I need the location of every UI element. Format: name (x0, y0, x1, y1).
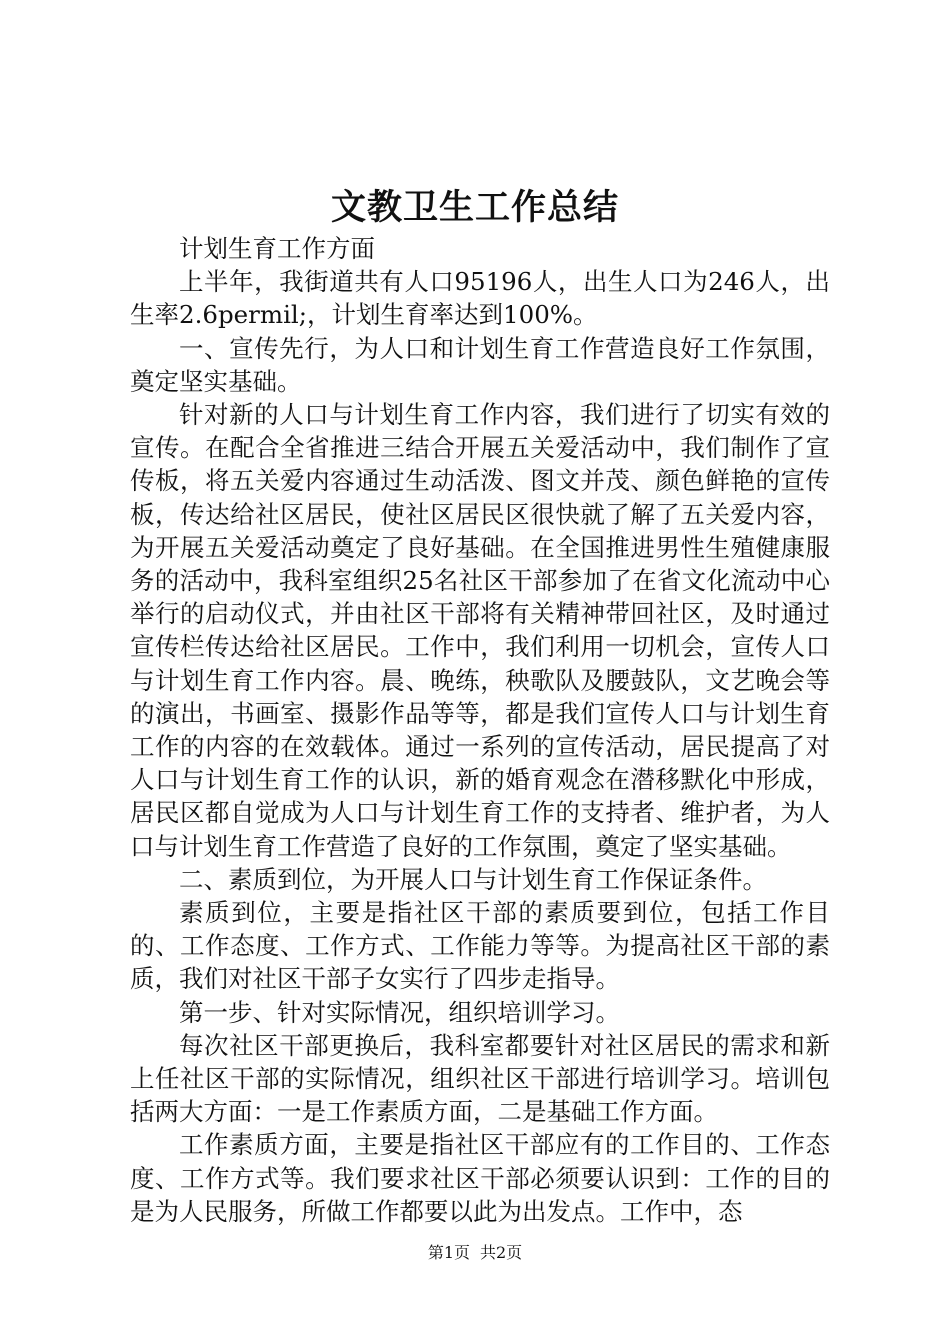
page-number: 第1页 (427, 1243, 470, 1262)
paragraph: 每次社区干部更换后，我科室都要针对社区居民的需求和新上任社区干部的实际情况，组织社区干部进行培训学习。培训包括两大方面：一是工作素质方面，二是基础工作方面。 (130, 1030, 830, 1127)
paragraph: 上半年，我街道共有人口95196人，出生人口为246人，出生率2.6permil;，计划生育率达到100%。 (130, 267, 830, 330)
paragraph: 工作素质方面，主要是指社区干部应有的工作目的、工作态度、工作方式等。我们要求社区干部必须要认识到：工作的目的是为人民服务，所做工作都要以此为出发点。工作中，态 (130, 1130, 830, 1226)
document-body (130, 232, 830, 1228)
page-footer (0, 1243, 950, 1263)
paragraph: 第一步、针对实际情况，组织培训学习。 (179, 997, 620, 1027)
page-total: 共2页 (480, 1243, 523, 1262)
section-heading: 计划生育工作方面 (179, 234, 375, 263)
document-title: 文教卫生工作总结 (330, 187, 619, 228)
paragraph: 素质到位，主要是指社区干部的素质要到位，包括工作目的、工作态度、工作方式、工作能力等等。为提高社区干部的素质，我们对社区干部子女实行了四步走指导。 (130, 898, 830, 994)
paragraph: 一、宣传先行，为人口和计划生育工作营造良好工作氛围，奠定坚实基础。 (130, 333, 830, 396)
paragraph: 针对新的人口与计划生育工作内容，我们进行了切实有效的宣传。在配合全省推进三结合开展五关爱活动中，我们制作了宣传板，将五关爱内容通过生动活泼、图文并茂、颜色鲜艳的宣传板，传达给社区居民，使社区居民区很快就了解了五关爱内容，为开展五关爱活动奠定了良好基础。在全国推进男性生殖健康服务的活动中，我科室组织25名社区干部参加了在省文化流动中心举行的启动仪式，并由社区干部将有关精神带回社区，及时通过宣传栏传达给社区居民。工作中，我们利用一切机会，宣传人口与计划生育工作内容。晨、晚练，秧歌队及腰鼓队，文艺晚会等的演出，书画室、摄影作品等等，都是我们宣传人口与计划生育工作的内容的在效载体。通过一系列的宣传活动，居民提高了对人口与计划生育工作的认识，新的婚育观念在潜移默化中形成，居民区都自觉成为人口与计划生育工作的支持者、维护者，为人口与计划生育工作营造了良好的工作氛围，奠定了坚实基础。 (130, 400, 830, 861)
paragraph: 二、素质到位，为开展人口与计划生育工作保证条件。 (179, 864, 767, 894)
